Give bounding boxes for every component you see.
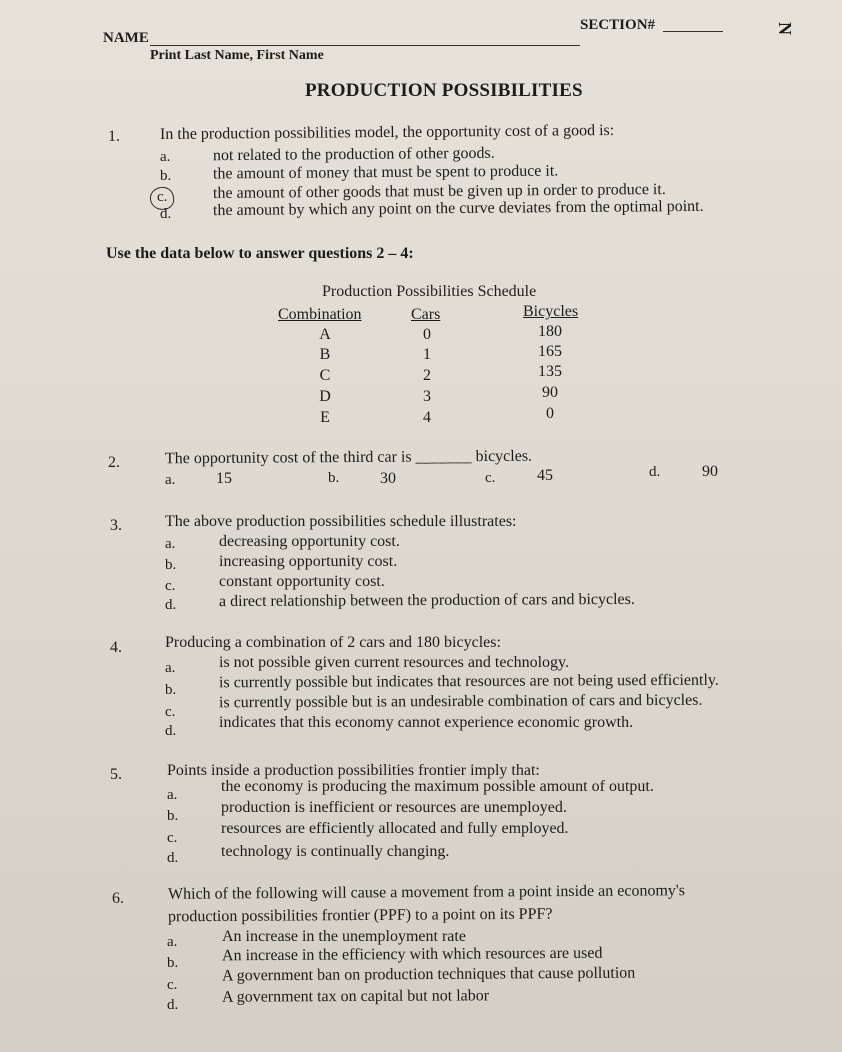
section-label: SECTION# <box>580 17 656 33</box>
q1-option-d: the amount by which any point on the curve deviates from the optimal point. <box>212 197 704 220</box>
name-hint: Print Last Name, First Name <box>150 48 324 63</box>
q5-option-d-letter: d. <box>167 850 179 866</box>
q6-option-a: An increase in the unemployment rate <box>222 928 466 945</box>
table-cell-combination: A <box>319 326 331 343</box>
q4-option-d: indicates that this economy cannot experience economic growth. <box>219 714 634 731</box>
q5-option-a-letter: a. <box>167 787 178 803</box>
page-title: PRODUCTION POSSIBILITIES <box>305 80 583 101</box>
name-label: NAME <box>103 30 149 46</box>
q2-option-b: 30 <box>380 470 396 487</box>
q1-option-b: the amount of money that must be spent to produce it. <box>212 162 559 183</box>
q2-option-b-letter: b. <box>328 470 340 486</box>
section-blank-line <box>663 31 723 32</box>
q6-question-line-2: production possibilities frontier (PPF) to a point on its PPF? <box>167 905 553 926</box>
q2-option-d-letter: d. <box>649 464 661 480</box>
q2-number: 2. <box>108 454 120 471</box>
q4-option-c: is currently possible but is an undesirable combination of cars and bicycles. <box>218 691 703 712</box>
q5-option-b-letter: b. <box>167 808 179 824</box>
name-blank-line <box>150 45 580 46</box>
q3-option-c: constant opportunity cost. <box>219 573 385 590</box>
q6-option-d-letter: d. <box>167 997 179 1013</box>
table-title: Production Possibilities Schedule <box>322 283 537 300</box>
q3-option-b: increasing opportunity cost. <box>219 553 398 570</box>
q4-option-d-letter: d. <box>165 723 177 739</box>
q4-option-a: is not possible given current resources and technology. <box>219 654 569 671</box>
table-cell-cars: 2 <box>423 367 431 384</box>
q4-option-a-letter: a. <box>165 660 176 676</box>
table-cell-bicycles: 135 <box>538 363 562 380</box>
q6-number: 6. <box>112 890 124 907</box>
q5-option-c-letter: c. <box>167 830 178 846</box>
table-cell-combination: B <box>319 346 331 363</box>
q1-option-a-letter: a. <box>160 149 171 165</box>
table-cell-cars: 4 <box>423 409 431 426</box>
table-header-cars: Cars <box>411 306 441 323</box>
q6-option-d: A government tax on capital but not labor <box>221 987 490 1006</box>
q2-option-a-letter: a. <box>165 472 176 488</box>
q2-option-d: 90 <box>702 463 718 480</box>
table-cell-combination: D <box>319 388 331 405</box>
q1-option-b-letter: b. <box>160 168 172 184</box>
q1-number: 1. <box>108 128 120 145</box>
q5-option-b: production is inefficient or resources are unemployed. <box>221 799 567 816</box>
q4-question: Producing a combination of 2 cars and 180 bicycles: <box>165 634 501 651</box>
table-cell-combination: C <box>319 367 331 384</box>
table-cell-bicycles: 165 <box>538 343 562 360</box>
table-cell-combination: E <box>320 409 330 426</box>
table-header-bicycles: Bicycles <box>523 303 579 320</box>
q2-question: The opportunity cost of the third car is _______ bicycles. <box>164 447 533 468</box>
q3-question: The above production possibilities schedule illustrates: <box>165 513 517 530</box>
q1-option-d-letter: d. <box>160 206 172 222</box>
q1-option-a: not related to the production of other goods. <box>212 144 495 165</box>
q5-question: Points inside a production possibilities frontier imply that: <box>167 762 540 779</box>
q5-option-c: resources are efficiently allocated and fully employed. <box>221 820 569 837</box>
q6-option-c-letter: c. <box>167 977 178 993</box>
q2-option-c-letter: c. <box>485 470 496 486</box>
table-cell-cars: 3 <box>423 388 431 405</box>
table-cell-bicycles: 0 <box>546 405 554 422</box>
corner-handwritten-mark: N <box>775 22 795 35</box>
table-cell-cars: 1 <box>423 346 431 363</box>
table-header-combination: Combination <box>278 306 362 323</box>
q4-option-c-letter: c. <box>165 704 176 720</box>
q3-option-a-letter: a. <box>165 536 176 552</box>
q6-option-a-letter: a. <box>167 934 178 950</box>
q2-option-c: 45 <box>537 467 553 484</box>
q3-option-d: a direct relationship between the production of cars and bicycles. <box>218 590 635 611</box>
q3-option-a: decreasing opportunity cost. <box>219 533 400 550</box>
table-cell-bicycles: 90 <box>542 384 558 401</box>
table-cell-bicycles: 180 <box>538 323 562 340</box>
table-cell-cars: 0 <box>423 326 431 343</box>
q3-number: 3. <box>110 517 122 534</box>
q1-option-c: the amount of other goods that must be given up in order to produce it. <box>212 181 666 202</box>
q4-number: 4. <box>110 639 122 656</box>
instructions: Use the data below to answer questions 2 – 4: <box>106 245 414 262</box>
q4-option-b-letter: b. <box>165 682 177 698</box>
q5-number: 5. <box>110 766 122 783</box>
q6-option-b-letter: b. <box>167 955 179 971</box>
q4-option-b: is currently possible but indicates that resources are not being used efficiently. <box>218 671 719 692</box>
q6-question-line-1: Which of the following will cause a movement from a point inside an economy's <box>167 882 686 903</box>
q2-option-a: 15 <box>216 470 232 487</box>
q6-option-b: An increase in the efficiency with which resources are used <box>221 944 603 965</box>
q3-option-c-letter: c. <box>165 578 176 594</box>
q5-option-d: technology is continually changing. <box>221 843 450 860</box>
q5-option-a: the economy is producing the maximum possible amount of output. <box>221 778 654 795</box>
q1-question: In the production possibilities model, the opportunity cost of a good is: <box>159 122 615 143</box>
q3-option-d-letter: d. <box>165 597 177 613</box>
q6-option-c: A government ban on production techniques that cause pollution <box>221 964 636 985</box>
q1-option-c-letter: c. <box>157 189 168 205</box>
q3-option-b-letter: b. <box>165 557 177 573</box>
